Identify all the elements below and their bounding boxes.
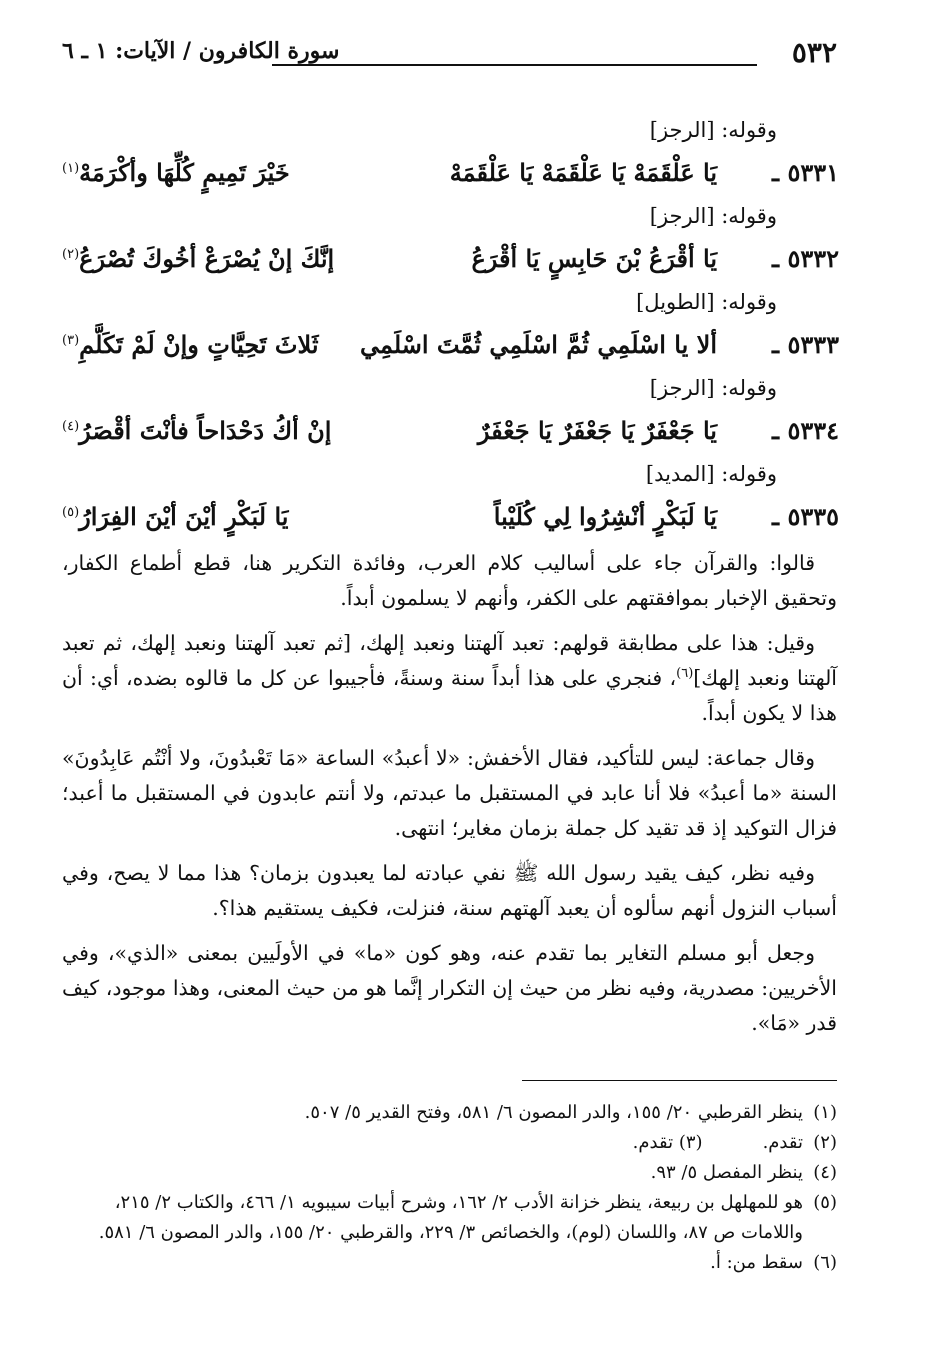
footnote-ref: (٤): [62, 419, 80, 434]
verse-second-text: إنْ أكُ دَحْدَاحاً فأنْتَ أقْصَرُ: [79, 416, 332, 445]
commentary: [62, 936, 837, 1041]
verse-first-hemistich: ألا يا اسْلَمِي ثُمَّ اسْلَمِي ثُمَّتَ اسْلَمِي: [359, 330, 717, 359]
footnotes: [62, 1080, 837, 1278]
paragraph: [62, 936, 837, 1041]
verse-block: [62, 110, 837, 196]
footnote-ref: (٣): [62, 333, 80, 348]
verse-line: [62, 322, 837, 368]
paragraph-text: وقيل: هذا على مطابقة قولهم: تعبد آلهتنا ونعبد إلهك، [ثم تعبد آلهتنا ونعبد إلهك، ثم تعبد آلهتنا ونعبد إلهك]: [62, 631, 838, 690]
paragraph-text: وقال جماعة: ليس للتأكيد، فقال الأخفش: «لا أعبدُ» الساعة «مَا تَعْبدُونَ، ولا أنْتُم عَابِدُونَ» السنة «ما أعبدُ» فلا أنا عابد في المستقبل ما عبدتم، ولا أنتم عابدون في المستقبل ما أعبد؛ فزال التوكيد إذ قد تقيد كل جملة بزمان مغاير؛ انتهى.: [62, 746, 837, 840]
verse-line: [62, 494, 837, 540]
verse-number: ٥٣٣٤ ـ: [772, 416, 839, 445]
verse-meter: وقوله: [الرجز]: [649, 376, 777, 400]
verse-line: [62, 236, 837, 282]
paragraph-text: وفيه نظر، كيف يقيد رسول الله ﷺ نفي عبادته لما يعبدون بزمان؟ هذا مما لا يصح، وفي أسباب النزول أنهم سألوه أن يعبد آلهتهم سنة، فنزلت، فكيف يستقيم هذا؟.: [62, 861, 837, 920]
footnote-item: [62, 1248, 837, 1278]
footnote-number: (١): [813, 1102, 837, 1123]
commentary: [62, 856, 837, 926]
verse-second-text: يَا لَبَكْرٍ أيْنَ أيْنَ الفِرَارُ: [79, 502, 289, 531]
footnote-text: تقدم.: [762, 1132, 803, 1153]
page-number: ٥٣٢: [791, 36, 837, 69]
paragraph: [62, 626, 837, 731]
footnote-ref: (٢): [62, 247, 80, 262]
verse-second-hemistich: [62, 408, 331, 454]
footnote-item: [62, 1158, 837, 1188]
paragraph: [62, 741, 837, 846]
verse-second-text: خَيْرَ تَمِيمٍ كُلِّهَا وأكْرَمَهْ: [79, 158, 290, 187]
header-rule: [272, 64, 757, 66]
footnote-ref: (١): [62, 161, 80, 176]
verse-number: ٥٣٣٥ ـ: [772, 502, 839, 531]
commentary: [62, 741, 837, 846]
commentary: [62, 546, 837, 616]
verse-block: [62, 454, 837, 540]
verse-block: [62, 282, 837, 368]
verse-number: ٥٣٣٢ ـ: [772, 244, 839, 273]
verse-block: [62, 368, 837, 454]
paragraph: [62, 856, 837, 926]
verse-meter: وقوله: [المديد]: [645, 462, 777, 486]
footnote-number: (٢): [813, 1132, 837, 1153]
paragraph-text: قالوا: والقرآن جاء على أساليب كلام العرب، وفائدة التكرير هنا، قطع أطماع الكفار، وتحقيق الإخبار بموافقتهم على الكفر، وأنهم لا يسلمون أبداً.: [62, 551, 837, 610]
verse-meter: وقوله: [الطويل]: [636, 290, 777, 314]
footnote-number: (٥): [813, 1192, 837, 1213]
verse-second-text: إنَّكَ إنْ يُصْرَعْ أخُوكَ تُصْرَعُ: [79, 244, 335, 273]
verse-number: ٥٣٣١ ـ: [772, 158, 839, 187]
footnote-item: [62, 1188, 837, 1248]
footnote-ref: (٥): [62, 505, 80, 520]
verse-second-hemistich: [62, 322, 319, 368]
footnote-number: (٦): [813, 1252, 837, 1273]
footnote-text-extra: (٣) تقدم.: [632, 1132, 703, 1153]
footnote-item: [62, 1128, 837, 1158]
verse-second-text: ثَلاثَ تَحِيَّاتٍ وإنْ لَمْ تَكَلَّمِ: [79, 330, 319, 359]
verse-line: [62, 408, 837, 454]
page-header: [62, 36, 837, 72]
paragraph-text: وجعل أبو مسلم التغاير بما تقدم عنه، وهو كون «ما» في الأولَيين بمعنى «الذي»، وفي الأخريين: مصدرية، وفيه نظر من حيث إن التكرار إنَّما هو من حيث المعنى، وهذا موجود، كيف قدر «مَا».: [62, 941, 837, 1035]
commentary: [62, 626, 837, 731]
footnote-text: ينظر القرطبي ٢٠/ ١٥٥، والدر المصون ٦/ ٥٨١، وفتح القدير ٥/ ٥٠٧.: [304, 1102, 803, 1123]
footnote-text: سقط من: أ.: [710, 1252, 803, 1273]
verse-second-hemistich: [62, 494, 288, 540]
footnote-text: هو للمهلهل بن ربيعة، ينظر خزانة الأدب ٢/ ١٦٢، وشرح أبيات سيبويه ١/ ٤٦٦، والكتاب ٢/ ٢١٥، واللامات ص ٨٧، واللسان (لوم)، والخصائص ٣/ ٢٢٩، والقرطبي ٢٠/ ١٥٥، والدر المصون ٦/ ٥٨١.: [98, 1192, 803, 1243]
verse-number: ٥٣٣٣ ـ: [772, 330, 839, 359]
footnote-list: [62, 1080, 837, 1278]
verse-meter: وقوله: [الرجز]: [649, 204, 777, 228]
footnote-item: [62, 1098, 837, 1128]
footnote-separator: [522, 1080, 837, 1081]
verse-second-hemistich: [62, 150, 290, 196]
paragraph-text-continued: ، فنجري على هذا أبداً سنة وسنةً، فأجيبوا عن كل ما قالوه بضده، أي: أن هذا لا يكون أبداً.: [62, 666, 837, 725]
verse-first-hemistich: يَا جَعْفَرٌ يَا جَعْفَرٌ يَا جَعْفَرٌ: [477, 416, 717, 445]
footnote-number: (٤): [813, 1162, 837, 1183]
verse-first-hemistich: يَا عَلْقَمَهْ يَا عَلْقَمَهْ يَا عَلْقَمَهْ: [449, 158, 717, 187]
main-text: [62, 110, 837, 1051]
verse-line: [62, 150, 837, 196]
verse-second-hemistich: [62, 236, 334, 282]
paragraph: [62, 546, 837, 616]
verse-first-hemistich: يَا لَبَكْرٍ أنْشِرُوا لِي كُلَيْباً: [493, 502, 717, 531]
verse-first-hemistich: يَا أقْرَعُ بْنَ حَابِسٍ يَا أقْرَعُ: [471, 244, 717, 273]
verse-meter: وقوله: [الرجز]: [649, 118, 777, 142]
footnote-text: ينظر المفصل ٥/ ٩٣.: [650, 1162, 803, 1183]
running-title: سورة الكافرون / الآيات: ١ ـ ٦: [62, 38, 340, 64]
verse-block: [62, 196, 837, 282]
footnote-ref: (٦): [676, 666, 694, 682]
